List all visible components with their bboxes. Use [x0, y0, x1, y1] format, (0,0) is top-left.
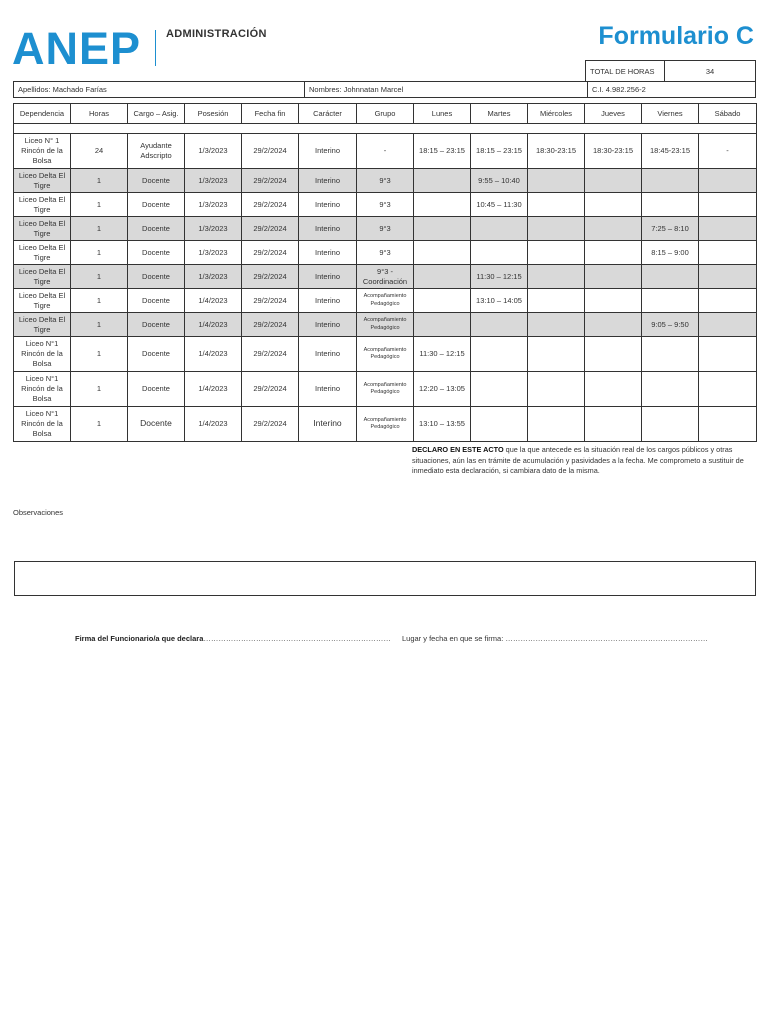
jueves-cell — [585, 337, 642, 372]
observaciones-label: Observaciones — [13, 508, 64, 517]
place-date-line — [402, 634, 708, 643]
posesion-cell: 1/3/2023 — [185, 241, 242, 265]
caracter-cell: Interino — [299, 217, 357, 241]
fecha-fin-cell: 29/2/2024 — [242, 313, 299, 337]
col-header: Cargo – Asig. — [128, 104, 185, 124]
dependencia-cell: Liceo Delta El Tigre — [14, 241, 71, 265]
caracter-cell: Interino — [299, 407, 357, 442]
sabado-cell — [699, 241, 757, 265]
viernes-cell: 7:25 – 8:10 — [642, 217, 699, 241]
miercoles-cell — [528, 241, 585, 265]
viernes-cell — [642, 193, 699, 217]
col-header: Martes — [471, 104, 528, 124]
table-row — [14, 337, 757, 372]
total-hours-label: TOTAL DE HORAS — [586, 61, 665, 82]
martes-cell — [471, 217, 528, 241]
dependencia-cell: Liceo N°1 Rincón de la Bolsa — [14, 372, 71, 407]
posesion-cell: 1/4/2023 — [185, 337, 242, 372]
sabado-cell — [699, 169, 757, 193]
col-header: Posesión — [185, 104, 242, 124]
posesion-cell: 1/3/2023 — [185, 134, 242, 169]
positions-table — [13, 103, 757, 442]
viernes-cell — [642, 265, 699, 289]
horas-cell: 1 — [71, 372, 128, 407]
grupo-cell: Acompañamiento Pedagógico — [357, 372, 414, 407]
martes-cell: 13:10 – 14:05 — [471, 289, 528, 313]
horas-cell: 24 — [71, 134, 128, 169]
col-header: Jueves — [585, 104, 642, 124]
apellidos-field: Apellidos: Machado Farías — [14, 82, 305, 98]
martes-cell — [471, 337, 528, 372]
jueves-cell — [585, 193, 642, 217]
miercoles-cell — [528, 407, 585, 442]
table-row — [14, 407, 757, 442]
col-header: Miércoles — [528, 104, 585, 124]
viernes-cell — [642, 169, 699, 193]
horas-cell: 1 — [71, 193, 128, 217]
grupo-cell: 9°3 — [357, 241, 414, 265]
posesion-cell: 1/4/2023 — [185, 372, 242, 407]
martes-cell: 9:55 – 10:40 — [471, 169, 528, 193]
dependencia-cell: Liceo Delta El Tigre — [14, 265, 71, 289]
form-title: Formulario C — [598, 22, 754, 50]
col-header: Dependencia — [14, 104, 71, 124]
lunes-cell — [414, 289, 471, 313]
horas-cell: 1 — [71, 313, 128, 337]
viernes-cell: 18:45-23:15 — [642, 134, 699, 169]
posesion-cell: 1/4/2023 — [185, 407, 242, 442]
cargo-cell: Docente — [128, 372, 185, 407]
declaration-text — [412, 445, 758, 477]
cargo-cell: Docente — [128, 193, 185, 217]
posesion-cell: 1/3/2023 — [185, 169, 242, 193]
col-header: Horas — [71, 104, 128, 124]
table-row — [14, 134, 757, 169]
lunes-cell: 11:30 – 12:15 — [414, 337, 471, 372]
cargo-cell: Docente — [128, 407, 185, 442]
admin-label: ADMINISTRACIÓN — [166, 28, 267, 40]
place-date-dots: ……………………………………………………………………… — [505, 634, 708, 643]
miercoles-cell — [528, 265, 585, 289]
lunes-cell: 13:10 – 13:55 — [414, 407, 471, 442]
dependencia-cell: Liceo Delta El Tigre — [14, 169, 71, 193]
cargo-cell: Docente — [128, 241, 185, 265]
col-header: Fecha fin — [242, 104, 299, 124]
jueves-cell — [585, 407, 642, 442]
grupo-cell: 9°3 - Coordinación — [357, 265, 414, 289]
posesion-cell: 1/3/2023 — [185, 217, 242, 241]
col-header: Lunes — [414, 104, 471, 124]
cargo-cell: Ayudante Adscripto — [128, 134, 185, 169]
col-header: Grupo — [357, 104, 414, 124]
dependencia-cell: Liceo Delta El Tigre — [14, 313, 71, 337]
sabado-cell — [699, 217, 757, 241]
declaration-body: que la que antecede es la situación real de los cargos públicos y otras situaciones, aún las en trámite de acumulación y pasividades a la fecha. Me comprometo a sustituir de inmediato esta declaración, si cambiara dato de la misma. — [412, 445, 744, 476]
total-hours-table — [585, 60, 756, 82]
sabado-cell — [699, 372, 757, 407]
table-header-row — [14, 104, 757, 124]
viernes-cell — [642, 337, 699, 372]
signature-line — [75, 634, 391, 643]
miercoles-cell — [528, 337, 585, 372]
grupo-cell: - — [357, 134, 414, 169]
caracter-cell: Interino — [299, 265, 357, 289]
caracter-cell: Interino — [299, 289, 357, 313]
declaration-bold: DECLARO EN ESTE ACTO — [412, 445, 504, 454]
place-date-label: Lugar y fecha en que se firma: — [402, 634, 506, 643]
fecha-fin-cell: 29/2/2024 — [242, 265, 299, 289]
grupo-cell: 9°3 — [357, 169, 414, 193]
total-hours-value: 34 — [665, 61, 756, 82]
fecha-fin-cell: 29/2/2024 — [242, 372, 299, 407]
grupo-cell: Acompañamiento Pedagógico — [357, 337, 414, 372]
horas-cell: 1 — [71, 169, 128, 193]
martes-cell — [471, 407, 528, 442]
jueves-cell — [585, 217, 642, 241]
viernes-cell: 8:15 – 9:00 — [642, 241, 699, 265]
caracter-cell: Interino — [299, 241, 357, 265]
lunes-cell — [414, 217, 471, 241]
observaciones-box[interactable] — [14, 561, 756, 596]
table-row — [14, 313, 757, 337]
miercoles-cell — [528, 193, 585, 217]
dependencia-cell: Liceo N°1 Rincón de la Bolsa — [14, 407, 71, 442]
caracter-cell: Interino — [299, 134, 357, 169]
jueves-cell — [585, 313, 642, 337]
grupo-cell: Acompañamiento Pedagógico — [357, 407, 414, 442]
caracter-cell: Interino — [299, 337, 357, 372]
horas-cell: 1 — [71, 407, 128, 442]
spacer-cell — [14, 124, 757, 134]
sabado-cell: - — [699, 134, 757, 169]
fecha-fin-cell: 29/2/2024 — [242, 241, 299, 265]
col-header: Sábado — [699, 104, 757, 124]
svg-text:ANEP: ANEP — [12, 28, 142, 68]
sabado-cell — [699, 193, 757, 217]
table-row — [14, 265, 757, 289]
posesion-cell: 1/3/2023 — [185, 193, 242, 217]
cargo-cell: Docente — [128, 217, 185, 241]
anep-logo — [12, 28, 147, 73]
person-info-table — [13, 81, 756, 98]
grupo-cell: Acompañamiento Pedagógico — [357, 289, 414, 313]
table-row — [14, 217, 757, 241]
grupo-cell: 9°3 — [357, 193, 414, 217]
table-row — [14, 169, 757, 193]
martes-cell — [471, 313, 528, 337]
signature-dots: ………………………………………………………………… — [203, 634, 391, 643]
fecha-fin-cell: 29/2/2024 — [242, 289, 299, 313]
horas-cell: 1 — [71, 217, 128, 241]
martes-cell: 11:30 – 12:15 — [471, 265, 528, 289]
horas-cell: 1 — [71, 337, 128, 372]
lunes-cell — [414, 169, 471, 193]
caracter-cell: Interino — [299, 372, 357, 407]
dependencia-cell: Liceo N° 1 Rincón de la Bolsa — [14, 134, 71, 169]
horas-cell: 1 — [71, 241, 128, 265]
cargo-cell: Docente — [128, 265, 185, 289]
miercoles-cell — [528, 372, 585, 407]
fecha-fin-cell: 29/2/2024 — [242, 337, 299, 372]
dependencia-cell: Liceo Delta El Tigre — [14, 193, 71, 217]
table-body — [14, 124, 757, 442]
martes-cell — [471, 241, 528, 265]
lunes-cell — [414, 313, 471, 337]
lunes-cell — [414, 193, 471, 217]
dependencia-cell: Liceo Delta El Tigre — [14, 217, 71, 241]
signature-label: Firma del Funcionario/a que declara — [75, 634, 204, 643]
dependencia-cell: Liceo N°1 Rincón de la Bolsa — [14, 337, 71, 372]
miercoles-cell — [528, 169, 585, 193]
fecha-fin-cell: 29/2/2024 — [242, 407, 299, 442]
dependencia-cell: Liceo Delta El Tigre — [14, 289, 71, 313]
jueves-cell — [585, 289, 642, 313]
spacer-row — [14, 124, 757, 134]
miercoles-cell — [528, 313, 585, 337]
miercoles-cell: 18:30-23:15 — [528, 134, 585, 169]
posesion-cell: 1/4/2023 — [185, 313, 242, 337]
table-row — [14, 372, 757, 407]
sabado-cell — [699, 337, 757, 372]
martes-cell — [471, 372, 528, 407]
cargo-cell: Docente — [128, 313, 185, 337]
fecha-fin-cell: 29/2/2024 — [242, 134, 299, 169]
grupo-cell: Acompañamiento Pedagógico — [357, 313, 414, 337]
fecha-fin-cell: 29/2/2024 — [242, 169, 299, 193]
viernes-cell — [642, 372, 699, 407]
anep-logo-mark — [12, 28, 147, 68]
posesion-cell: 1/4/2023 — [185, 289, 242, 313]
fecha-fin-cell: 29/2/2024 — [242, 193, 299, 217]
jueves-cell — [585, 241, 642, 265]
lunes-cell: 18:15 – 23:15 — [414, 134, 471, 169]
col-header: Viernes — [642, 104, 699, 124]
table-row — [14, 241, 757, 265]
viernes-cell — [642, 407, 699, 442]
caracter-cell: Interino — [299, 169, 357, 193]
lunes-cell — [414, 265, 471, 289]
martes-cell: 10:45 – 11:30 — [471, 193, 528, 217]
logo-divider — [155, 30, 156, 66]
sabado-cell — [699, 289, 757, 313]
miercoles-cell — [528, 289, 585, 313]
cargo-cell: Docente — [128, 169, 185, 193]
sabado-cell — [699, 265, 757, 289]
martes-cell: 18:15 – 23:15 — [471, 134, 528, 169]
fecha-fin-cell: 29/2/2024 — [242, 217, 299, 241]
posesion-cell: 1/3/2023 — [185, 265, 242, 289]
jueves-cell — [585, 265, 642, 289]
cargo-cell: Docente — [128, 337, 185, 372]
table-row — [14, 289, 757, 313]
col-header: Carácter — [299, 104, 357, 124]
lunes-cell: 12:20 – 13:05 — [414, 372, 471, 407]
horas-cell: 1 — [71, 265, 128, 289]
grupo-cell: 9°3 — [357, 217, 414, 241]
table-row — [14, 193, 757, 217]
viernes-cell: 9:05 – 9:50 — [642, 313, 699, 337]
cargo-cell: Docente — [128, 289, 185, 313]
sabado-cell — [699, 407, 757, 442]
jueves-cell — [585, 372, 642, 407]
caracter-cell: Interino — [299, 193, 357, 217]
jueves-cell: 18:30-23:15 — [585, 134, 642, 169]
sabado-cell — [699, 313, 757, 337]
lunes-cell — [414, 241, 471, 265]
jueves-cell — [585, 169, 642, 193]
viernes-cell — [642, 289, 699, 313]
nombres-field: Nombres: Johnnatan Marcel — [305, 82, 588, 98]
miercoles-cell — [528, 217, 585, 241]
caracter-cell: Interino — [299, 313, 357, 337]
ci-field: C.I. 4.982.256-2 — [588, 82, 756, 98]
horas-cell: 1 — [71, 289, 128, 313]
